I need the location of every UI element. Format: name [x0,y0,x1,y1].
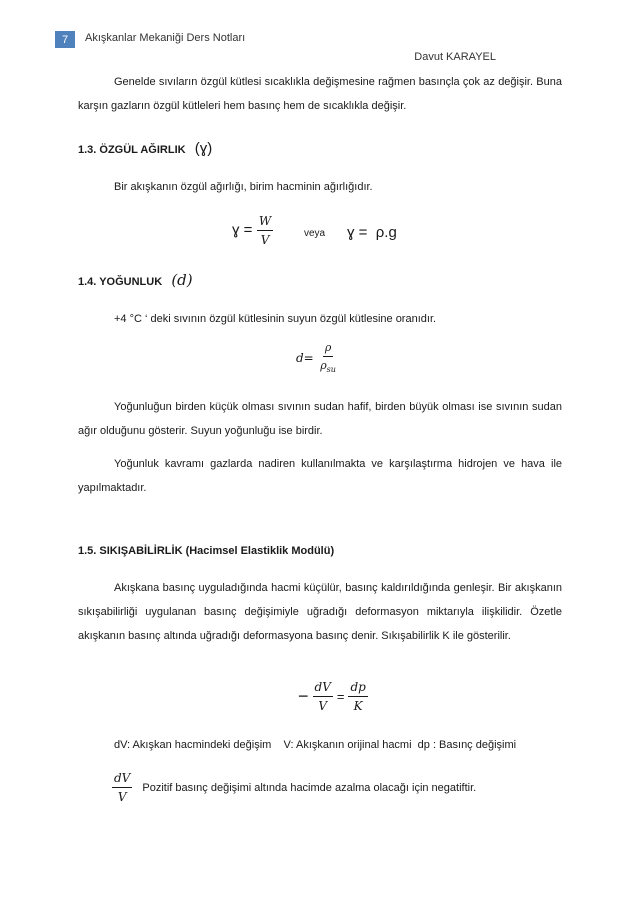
subscript-su: su [326,365,336,375]
specific-weight-definition: Bir akışkanın özgül ağırlığı, birim hacminin ağırlığıdır. [114,181,373,193]
specific-weight-formula [232,214,273,247]
formula-lhs: ɣ = [232,221,253,239]
variable-legend: dV: Akışkan hacmindeki değişim V: Akışkanın orijinal hacmi dp : Basınç değişimi [114,739,517,751]
minus-sign: − [298,686,309,706]
author-name: Davut KARAYEL [414,51,496,63]
density-paragraph-1: Yoğunluğun birden küçük olması sıvının sudan hafif, birden büyük olması ise sıvının sudan ağır olduğunu gösterir. Suyun yoğunluğu ise birdir. [78,401,562,437]
intro-paragraph: Genelde sıvıların özgül kütlesi sıcaklıkla değişmesine rağmen basınçla çok az değişir. Buna karşın gazların özgül kütleleri hem basınç hem de sıcaklıkla değişir. [78,76,562,112]
dp-over-k-fraction [348,680,367,713]
running-title: Akışkanlar Mekaniği Ders Notları [85,32,246,44]
section-heading-density [78,271,193,289]
gamma-rho-g-formula: ɣ = ρ.g [347,224,397,241]
section-heading-specific-weight [78,140,212,157]
fraction-numerator: ρ [323,341,333,357]
sign-note-text: Pozitif basınç değişimi altında hacimde azalma olacağı için negatiftir. [142,781,477,794]
dv-over-v-fraction [313,680,333,713]
section-heading-text: 1.4. YOĞUNLUK [78,276,163,288]
dv-over-v-note-fraction [112,771,132,804]
fraction-denominator: V [318,699,328,713]
section-heading-compressibility: 1.5. SIKIŞABİLİRLİK (Hacimsel Elastiklik Modülü) [78,545,335,557]
fraction-numerator: dV [313,680,333,697]
section-heading-text: 1.3. ÖZGÜL AĞIRLIK [78,144,186,156]
density-symbol: (d) [171,271,193,289]
formula-connector: veya [304,228,326,239]
sign-note [112,771,476,804]
compressibility-formula [298,680,368,713]
equals-sign: = [336,689,345,704]
formula-lhs: d= [296,350,314,365]
compressibility-paragraph: Akışkana basınç uyguladığında hacmi küçülür, basınç kaldırıldığında genleşir. Bir akışkanın sıkışabilirliği uygulanan basınç değişimiyle uğradığı deformasyon miktarıyla ilişkilidir. Özetle akışkanın basınç altında uğradığı deformasyona basınç denir. Sıkışabilirlik K ile gösterilir. [78,582,562,642]
weight-over-volume-fraction [257,214,273,247]
density-paragraph-2: Yoğunluk kavramı gazlarda nadiren kullanılmakta ve karşılaştırma hidrojen ve hava ile yapılmaktadır. [78,458,562,494]
gamma-symbol: (ɣ) [194,140,213,157]
fraction-numerator: dV [112,771,132,788]
density-definition: +4 °C ‘ deki sıvının özgül kütlesinin suyun özgül kütlesine oranıdır. [114,313,437,325]
fraction-denominator: V [260,233,270,247]
fraction-numerator: W [257,214,273,231]
page-number-badge: 7 [55,31,75,48]
fraction-denominator: K [353,699,363,713]
rho-over-rho-water-fraction [318,341,338,374]
fraction-numerator: dp [348,680,367,697]
fraction-denominator: $\rho_{su}$ [320,359,336,375]
fraction-denominator: V [117,790,127,804]
density-formula [296,341,338,374]
